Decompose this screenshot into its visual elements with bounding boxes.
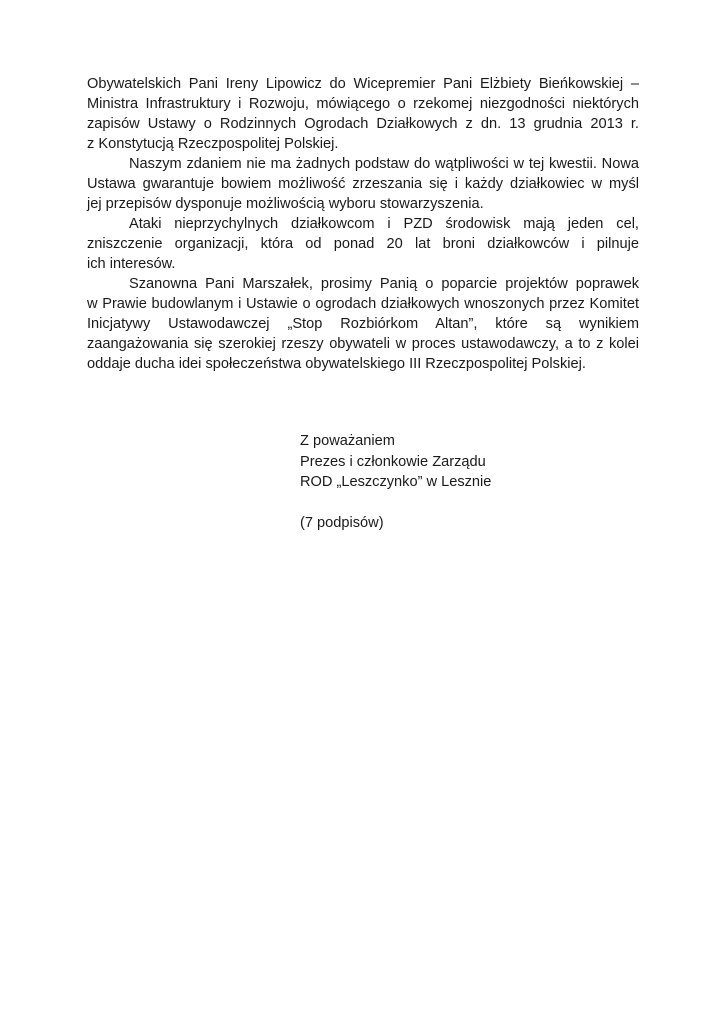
letter-body xyxy=(87,74,639,374)
signature-count-note: (7 podpisów) xyxy=(300,514,384,531)
spacer xyxy=(300,493,630,513)
text-line: z Konstytucją Rzeczpospolitej Polskiej. xyxy=(87,136,339,152)
signature-block xyxy=(300,431,630,533)
paragraph-attacks xyxy=(87,214,639,274)
text-line: Szanowna Pani Marszałek, prosimy Panią o poparcie projektów poprawek xyxy=(129,276,639,292)
text-line: Naszym zdaniem nie ma żadnych podstaw do wątpliwości w tej kwestii. Nowa xyxy=(129,156,639,172)
text-line: oddaje ducha idei społeczeństwa obywatelskiego III Rzeczpospolitej Polskiej. xyxy=(87,356,586,372)
text-line: Ministra Infrastruktury i Rozwoju, mówiącego o rzekomej niezgodności niektórych xyxy=(87,96,639,112)
organization-name: ROD „Leszczynko” w Lesznie xyxy=(300,474,492,490)
text-line: Ataki nieprzychylnych działkowcom i PZD środowisk mają jeden cel, xyxy=(129,216,639,232)
text-line: Ustawa gwarantuje bowiem możliwość zrzeszania się i każdy działkowiec w myśl xyxy=(87,176,639,192)
paragraph-continuation xyxy=(87,74,639,154)
closing-phrase: Z poważaniem xyxy=(300,433,395,449)
text-line: Obywatelskich Pani Ireny Lipowicz do Wicepremier Pani Elżbiety Bieńkowskiej – xyxy=(87,76,639,92)
text-line: Inicjatywy Ustawodawczej „Stop Rozbiórkom Altan”, które są wynikiem xyxy=(87,316,639,332)
text-line: zapisów Ustawy o Rodzinnych Ogrodach Działkowych z dn. 13 grudnia 2013 r. xyxy=(87,116,639,132)
text-line: zaangażowania się szerokiej rzeszy obywateli w proces ustawodawczy, a to z kolei xyxy=(87,336,639,352)
text-line: zniszczenie organizacji, która od ponad 20 lat broni działkowców i pilnuje xyxy=(87,236,639,252)
text-line: jej przepisów dysponuje możliwością wyboru stowarzyszenia. xyxy=(87,196,484,212)
paragraph-request xyxy=(87,274,639,374)
paragraph-opinion xyxy=(87,154,639,214)
signatory-title: Prezes i członkowie Zarządu xyxy=(300,453,486,470)
text-line: ich interesów. xyxy=(87,256,176,272)
text-line: w Prawie budowlanym i Ustawie o ogrodach działkowych wnoszonych przez Komitet xyxy=(87,296,639,312)
